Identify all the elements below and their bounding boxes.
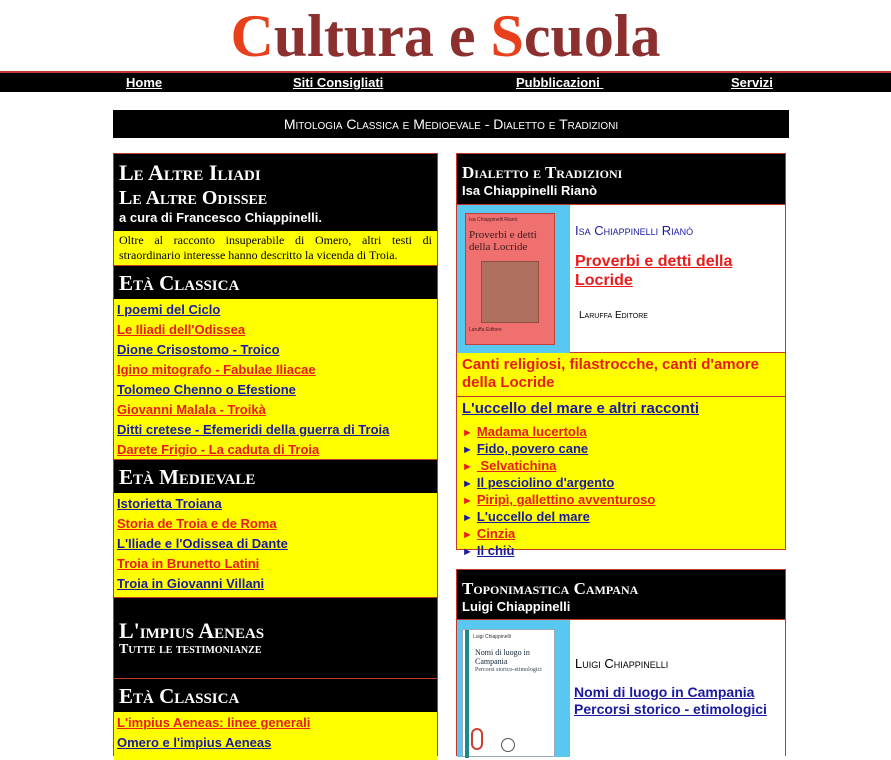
dialetto-header	[457, 154, 785, 204]
altre-iliadi-title[interactable]: Le Altre Iliadi	[119, 160, 261, 185]
eta-medievale-link[interactable]: L'Iliade e l'Odissea di Dante	[117, 536, 288, 551]
eta-classica-link[interactable]: Dione Crisostomo - Troico	[117, 342, 280, 357]
book-cover-nomi[interactable]: Luigi Chiappinelli Nomi di luogo in Campania Percorsi storico-etimologici	[462, 629, 555, 757]
eta-classica-link[interactable]: I poemi del Ciclo	[117, 302, 221, 317]
story-item	[462, 441, 780, 458]
impius-aeneas-header	[114, 597, 437, 678]
nav-home-link[interactable]: Home	[126, 75, 163, 90]
nav-pubblicazioni-link[interactable]: Pubblicazioni	[516, 75, 604, 90]
story-item	[462, 492, 780, 509]
uccello-section	[457, 396, 785, 558]
triangle-bullet-icon: ►	[462, 546, 473, 558]
nav-siti-consigliati-link[interactable]: Siti Consigliati	[293, 75, 384, 90]
story-item	[462, 543, 780, 560]
dialetto-author: Isa Chiappinelli Rianò	[462, 183, 598, 198]
book-proverbi-section	[457, 204, 785, 352]
altre-odissee-title[interactable]: Le Altre Odissee	[119, 187, 268, 209]
story-item	[462, 458, 780, 475]
eta-medievale-header: Età Medievale	[114, 459, 437, 493]
logo-cap-c: C	[230, 3, 274, 69]
eta-classica-link[interactable]: Giovanni Malala - Troikà	[117, 402, 266, 417]
story-link[interactable]: Cinzia	[476, 526, 516, 541]
top-navbar	[0, 71, 891, 92]
book-nomi-section	[457, 619, 785, 756]
toponimastica-author: Luigi Chiappinelli	[462, 599, 571, 614]
impius-aeneas-subtitle: Tutte le testimonianze	[119, 642, 262, 657]
story-item	[462, 475, 780, 492]
book-title-2-line2[interactable]: Percorsi storico - etimologici	[574, 701, 767, 717]
story-link[interactable]: Selvatichina	[476, 458, 557, 473]
logo-text-2: cuola	[523, 3, 661, 69]
left-column	[113, 153, 438, 756]
book-author: Isa Chiappinelli Rianò	[575, 223, 694, 238]
eta-medievale-links	[114, 493, 437, 597]
book-author-2: Luigi Chiappinelli	[575, 656, 669, 671]
triangle-bullet-icon: ►	[462, 495, 473, 507]
triangle-bullet-icon: ►	[462, 529, 473, 541]
eta-medievale-link[interactable]: Istorietta Troiana	[117, 496, 222, 511]
triangle-bullet-icon: ►	[462, 478, 473, 490]
eta-classica-2-link[interactable]: L'impius Aeneas: linee generali	[117, 715, 311, 730]
uccello-title-link[interactable]: L'uccello del mare e altri racconti	[462, 400, 699, 417]
intro-paragraph: Oltre al racconto insuperabile di Omero, altri testi di straordinario interesse hanno descritto la vicenda di Troia.	[114, 231, 437, 265]
canti-heading[interactable]: Canti religiosi, filastrocche, canti d'amore della Locride	[457, 352, 785, 396]
book-publisher: Laruffa Editore	[579, 310, 648, 321]
triangle-bullet-icon: ►	[462, 512, 473, 524]
book-cover-image	[481, 261, 539, 323]
story-link[interactable]: Fido, povero cane	[476, 441, 589, 456]
story-link[interactable]: Piripì, gallettino avventuroso	[476, 492, 656, 507]
nav-servizi-link[interactable]: Servizi	[731, 75, 773, 90]
eta-classica-link[interactable]: Tolomeo Chenno o Efestione	[117, 382, 296, 397]
eta-classica-link[interactable]: Igino mitografo - Fabulae Iliacae	[117, 362, 316, 377]
eta-classica-2-links	[114, 712, 437, 760]
curator-text: a cura di Francesco Chiappinelli.	[119, 210, 323, 225]
story-link[interactable]: Il pesciolino d'argento	[476, 475, 615, 490]
eta-classica-link[interactable]: Ditti cretese - Efemeridi della guerra di Troia	[117, 422, 390, 437]
eta-classica-link[interactable]: Darete Frigio - La caduta di Troia	[117, 442, 320, 457]
triangle-bullet-icon: ►	[462, 444, 473, 456]
eta-classica-link[interactable]: Le Iliadi dell'Odissea	[117, 322, 246, 337]
toponimastica-title[interactable]: Toponimastica Campana	[462, 579, 639, 598]
logo-cap-s: S	[490, 3, 524, 69]
impius-aeneas-title[interactable]: L'impius Aeneas	[119, 618, 265, 643]
eta-medievale-link[interactable]: Storia de Troia e de Roma	[117, 516, 277, 531]
triangle-bullet-icon: ►	[462, 461, 473, 473]
book-title-2-line1[interactable]: Nomi di luogo in Campania	[574, 684, 755, 700]
book-cover-seal	[501, 738, 515, 752]
story-link[interactable]: Il chiù	[476, 543, 515, 558]
section-title-bar: Mitologia Classica e Medioevale - Dialetto e Tradizioni	[113, 110, 789, 138]
eta-classica-links	[114, 299, 437, 459]
toponimastica-panel	[456, 569, 786, 756]
eta-classica-2-link[interactable]: Omero e l'impius Aeneas	[117, 735, 272, 750]
story-item	[462, 424, 780, 441]
story-item	[462, 509, 780, 526]
dialetto-title[interactable]: Dialetto e Tradizioni	[462, 163, 623, 182]
eta-medievale-link[interactable]: Troia in Giovanni Villani	[117, 576, 265, 591]
eta-classica-header: Età Classica	[114, 265, 437, 299]
story-list	[462, 424, 780, 560]
triangle-bullet-icon: ►	[462, 427, 473, 439]
eta-classica-2-header: Età Classica	[114, 678, 437, 712]
story-item	[462, 526, 780, 543]
book-cover-proverbi[interactable]: Isa Chiappinelli Rianò Proverbi e detti della Locride Laruffa Editore	[465, 213, 555, 345]
logo-text-1: ultura e	[273, 3, 491, 69]
site-logo[interactable]	[0, 2, 891, 71]
dialetto-tradizioni-panel	[456, 153, 786, 558]
book-cover-emblem	[471, 728, 483, 750]
toponimastica-header	[457, 570, 785, 619]
book-title-link[interactable]: Proverbi e detti della Locride	[575, 253, 733, 289]
eta-medievale-link[interactable]: Troia in Brunetto Latini	[117, 556, 260, 571]
story-link[interactable]: Madama lucertola	[476, 424, 587, 439]
altre-iliadi-header	[114, 154, 437, 231]
story-link[interactable]: L'uccello del mare	[476, 509, 590, 524]
